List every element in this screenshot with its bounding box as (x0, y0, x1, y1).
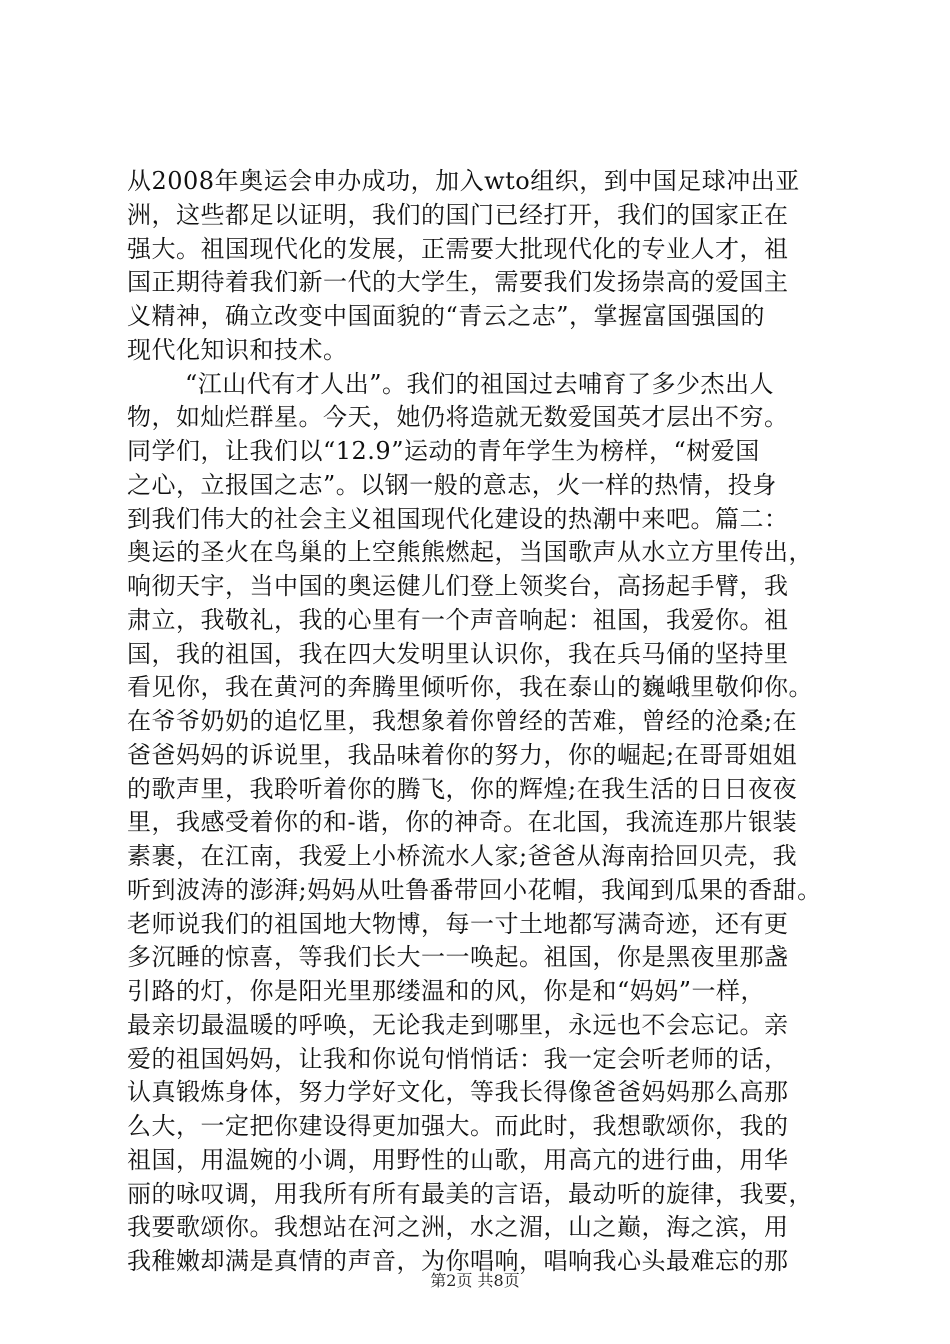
text-line: 强大。祖国现代化的发展，正需要大批现代化的专业人才，祖 (127, 234, 789, 263)
text-line: 我要歌颂你。我想站在河之洲，水之湄，山之巅，海之滨，用 (127, 1213, 789, 1242)
text-line: 看见你，我在黄河的奔腾里倾听你，我在泰山的巍峨里敬仰你。 (127, 673, 813, 702)
text-line: 我稚嫩却满是真情的声音，为你唱响，唱响我心头最难忘的那 (127, 1247, 789, 1275)
text-line: 国正期待着我们新一代的大学生，需要我们发扬崇高的爱国主 (127, 268, 789, 297)
text-line: 么大，一定把你建设得更加强大。而此时，我想歌颂你，我的 (127, 1112, 789, 1140)
page-number-footer: 第2页 共8页 (430, 1271, 520, 1290)
text-line: 认真锻炼身体，努力学好文化，等我长得像爸爸妈妈那么高那 (127, 1078, 789, 1107)
text-line: 祖国，用温婉的小调，用野性的山歌，用高亢的进行曲，用华 (127, 1145, 789, 1174)
text-line: 在爷爷奶奶的追忆里，我想象着你曾经的苦难，曾经的沧桑;在 (127, 707, 798, 735)
text-line: 现代化知识和技术。 (127, 335, 348, 364)
text-line: 之心，立报国之志”。以钢一般的意志，火一样的热情，投身 (127, 470, 777, 499)
text-line: 国，我的祖国，我在四大发明里认识你，我在兵马俑的坚持里 (127, 639, 789, 668)
text-line: 里，我感受着你的和-谐，你的神奇。在北国，我流连那片银装 (127, 808, 798, 837)
text-line: 义精神，确立改变中国面貌的“青云之志”，掌握富国强国的 (127, 302, 766, 330)
text-line: 物，如灿烂群星。今天，她仍将造就无数爱国英才层出不穷。 (127, 403, 789, 432)
text-line: 最亲切最温暖的呼唤，无论我走到哪里，永远也不会忘记。亲 (127, 1010, 789, 1039)
text-line: 响彻天宇，当中国的奥运健儿们登上领奖台，高扬起手臂，我 (127, 572, 789, 600)
paragraph-start-line: “江山代有才人出”。我们的祖国过去哺育了多少杰出人 (185, 369, 775, 398)
text-line: 爸爸妈妈的诉说里，我品味着你的努力，你的崛起;在哥哥姐姐 (127, 740, 798, 769)
text-line: 洲，这些都足以证明，我们的国门已经打开，我们的国家正在 (127, 200, 789, 229)
text-line: 爱的祖国妈妈，让我和你说句悄悄话：我一定会听老师的话， (127, 1044, 789, 1073)
text-line: 老师说我们的祖国地大物博，每一寸土地都写满奇迹，还有更 (127, 909, 789, 938)
text-line: 多沉睡的惊喜，等我们长大一一唤起。祖国，你是黑夜里那盏 (127, 943, 789, 972)
text-line: 素裹，在江南，我爱上小桥流水人家;爸爸从海南拾回贝壳，我 (127, 842, 798, 870)
document-body (127, 165, 827, 1279)
text-line: 引路的灯，你是阳光里那缕温和的风，你是和“妈妈”一样， (127, 977, 766, 1005)
text-line: 从2008年奥运会申办成功，加入wto组织，到中国足球冲出亚 (127, 167, 800, 195)
text-line: 到我们伟大的社会主义祖国现代化建设的热潮中来吧。篇二： (127, 504, 789, 533)
text-line: 的歌声里，我聆听着你的腾飞，你的辉煌;在我生活的日日夜夜 (127, 774, 798, 803)
text-line: 听到波涛的澎湃;妈妈从吐鲁番带回小花帽，我闻到瓜果的香甜。 (127, 875, 822, 904)
text-line: 奥运的圣火在鸟巢的上空熊熊燃起，当国歌声从水立方里传出， (127, 538, 813, 567)
text-line: 丽的咏叹调，用我所有所有最美的言语，最动听的旋律，我要， (127, 1179, 813, 1208)
text-line: 肃立，我敬礼，我的心里有一个声音响起：祖国，我爱你。祖 (127, 605, 789, 634)
text-line: 同学们，让我们以“12.9”运动的青年学生为榜样，“树爱国 (127, 437, 760, 465)
